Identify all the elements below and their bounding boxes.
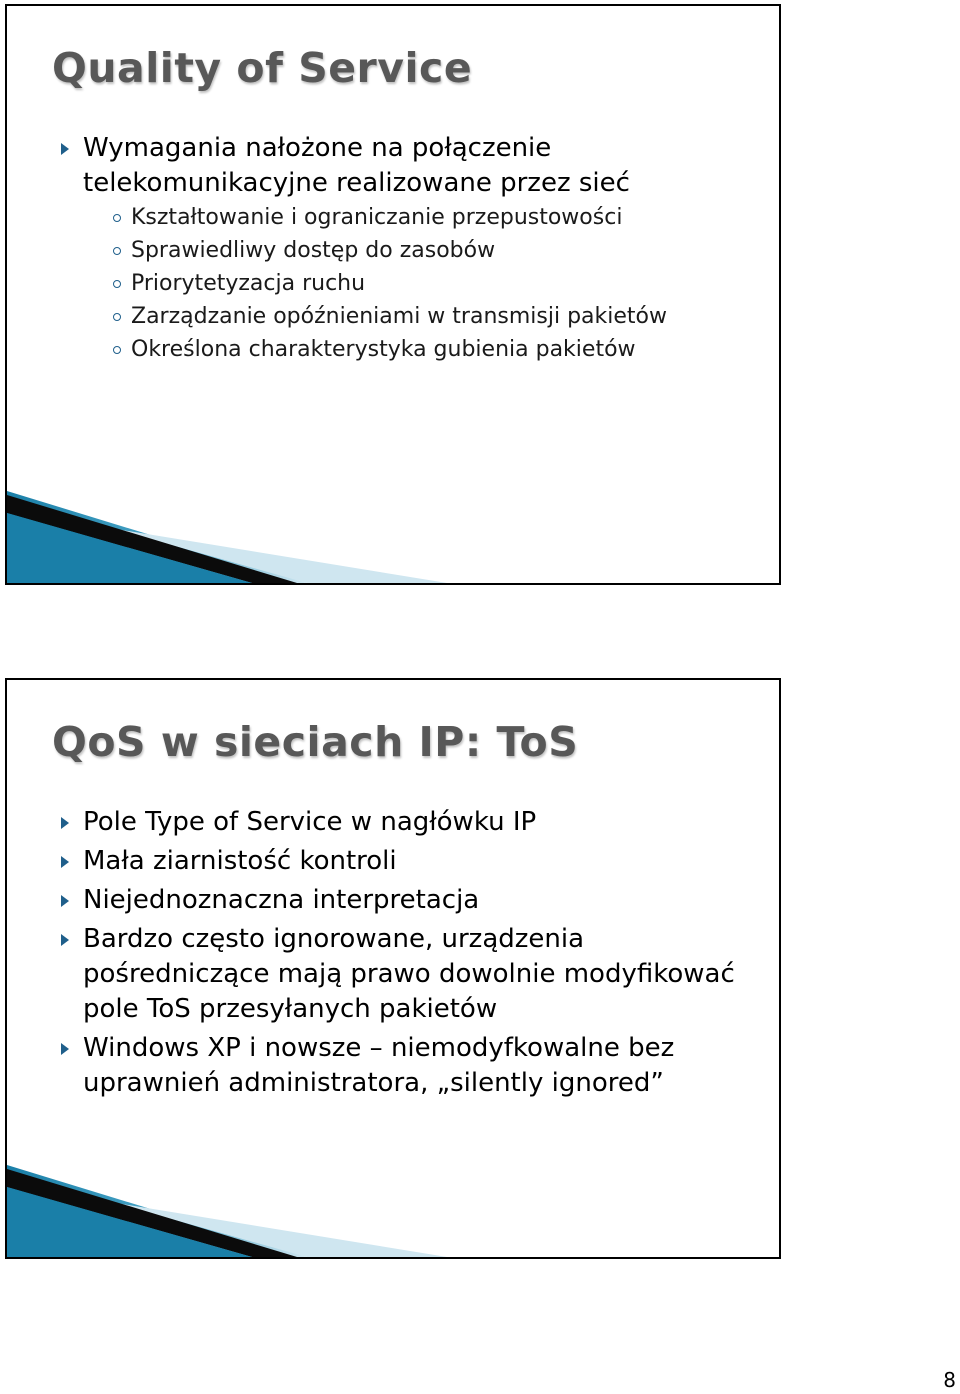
circle-bullet-icon <box>113 346 121 354</box>
slide-title: QoS w sieciach IP: ToS <box>52 718 579 766</box>
triangle-bullet-icon <box>61 143 69 155</box>
circle-bullet-icon <box>113 313 121 321</box>
sub-bullet-text: Sprawiedliwy dostęp do zasobów <box>131 238 496 263</box>
triangle-bullet-icon <box>61 856 69 868</box>
slide-qos-ip-tos <box>5 678 781 1259</box>
bullet-text: Niejednoznaczna interpretacja <box>83 885 480 915</box>
triangle-bullet-icon <box>61 1043 69 1055</box>
bullet-list <box>57 131 749 370</box>
triangle-bullet-icon <box>61 934 69 946</box>
circle-bullet-icon <box>113 214 121 222</box>
bullet-item <box>57 1031 749 1101</box>
bullet-item <box>57 844 749 879</box>
bullet-item <box>57 922 749 1027</box>
bullet-item <box>57 883 749 918</box>
sub-bullet-item <box>83 267 749 300</box>
sub-bullet-item <box>83 234 749 267</box>
page-number: 8 <box>943 1368 956 1392</box>
bullet-item <box>57 805 749 840</box>
sub-bullet-item <box>83 201 749 234</box>
slide-quality-of-service <box>5 4 781 585</box>
bullet-text: Windows XP i nowsze – niemodyfkowalne bez uprawnień administratora, „silently ignored” <box>83 1033 675 1098</box>
bullet-text: Bardzo często ignorowane, urządzenia pośredniczące mają prawo dowolnie modyfikować pole ToS przesyłanych pakietów <box>83 924 735 1024</box>
sub-bullet-text: Kształtowanie i ograniczanie przepustowości <box>131 205 623 230</box>
sub-bullet-text: Zarządzanie opóźnieniami w transmisji pakietów <box>131 304 667 329</box>
bullet-list <box>57 805 749 1105</box>
bullet-text: Wymagania nałożone na połączenie telekomunikacyjne realizowane przez sieć <box>83 133 630 198</box>
slide-corner-decoration <box>7 1165 527 1257</box>
slide-title: Quality of Service <box>52 44 473 92</box>
bullet-item <box>57 131 749 366</box>
sub-bullet-item <box>83 333 749 366</box>
sub-bullet-text: Priorytetyzacja ruchu <box>131 271 366 296</box>
sub-bullet-list <box>83 201 749 366</box>
sub-bullet-text: Określona charakterystyka gubienia pakietów <box>131 337 636 362</box>
circle-bullet-icon <box>113 247 121 255</box>
triangle-bullet-icon <box>61 817 69 829</box>
sub-bullet-item <box>83 300 749 333</box>
triangle-bullet-icon <box>61 895 69 907</box>
bullet-text: Pole Type of Service w nagłówku IP <box>83 807 537 837</box>
circle-bullet-icon <box>113 280 121 288</box>
bullet-text: Mała ziarnistość kontroli <box>83 846 397 876</box>
slide-corner-decoration <box>7 491 527 583</box>
